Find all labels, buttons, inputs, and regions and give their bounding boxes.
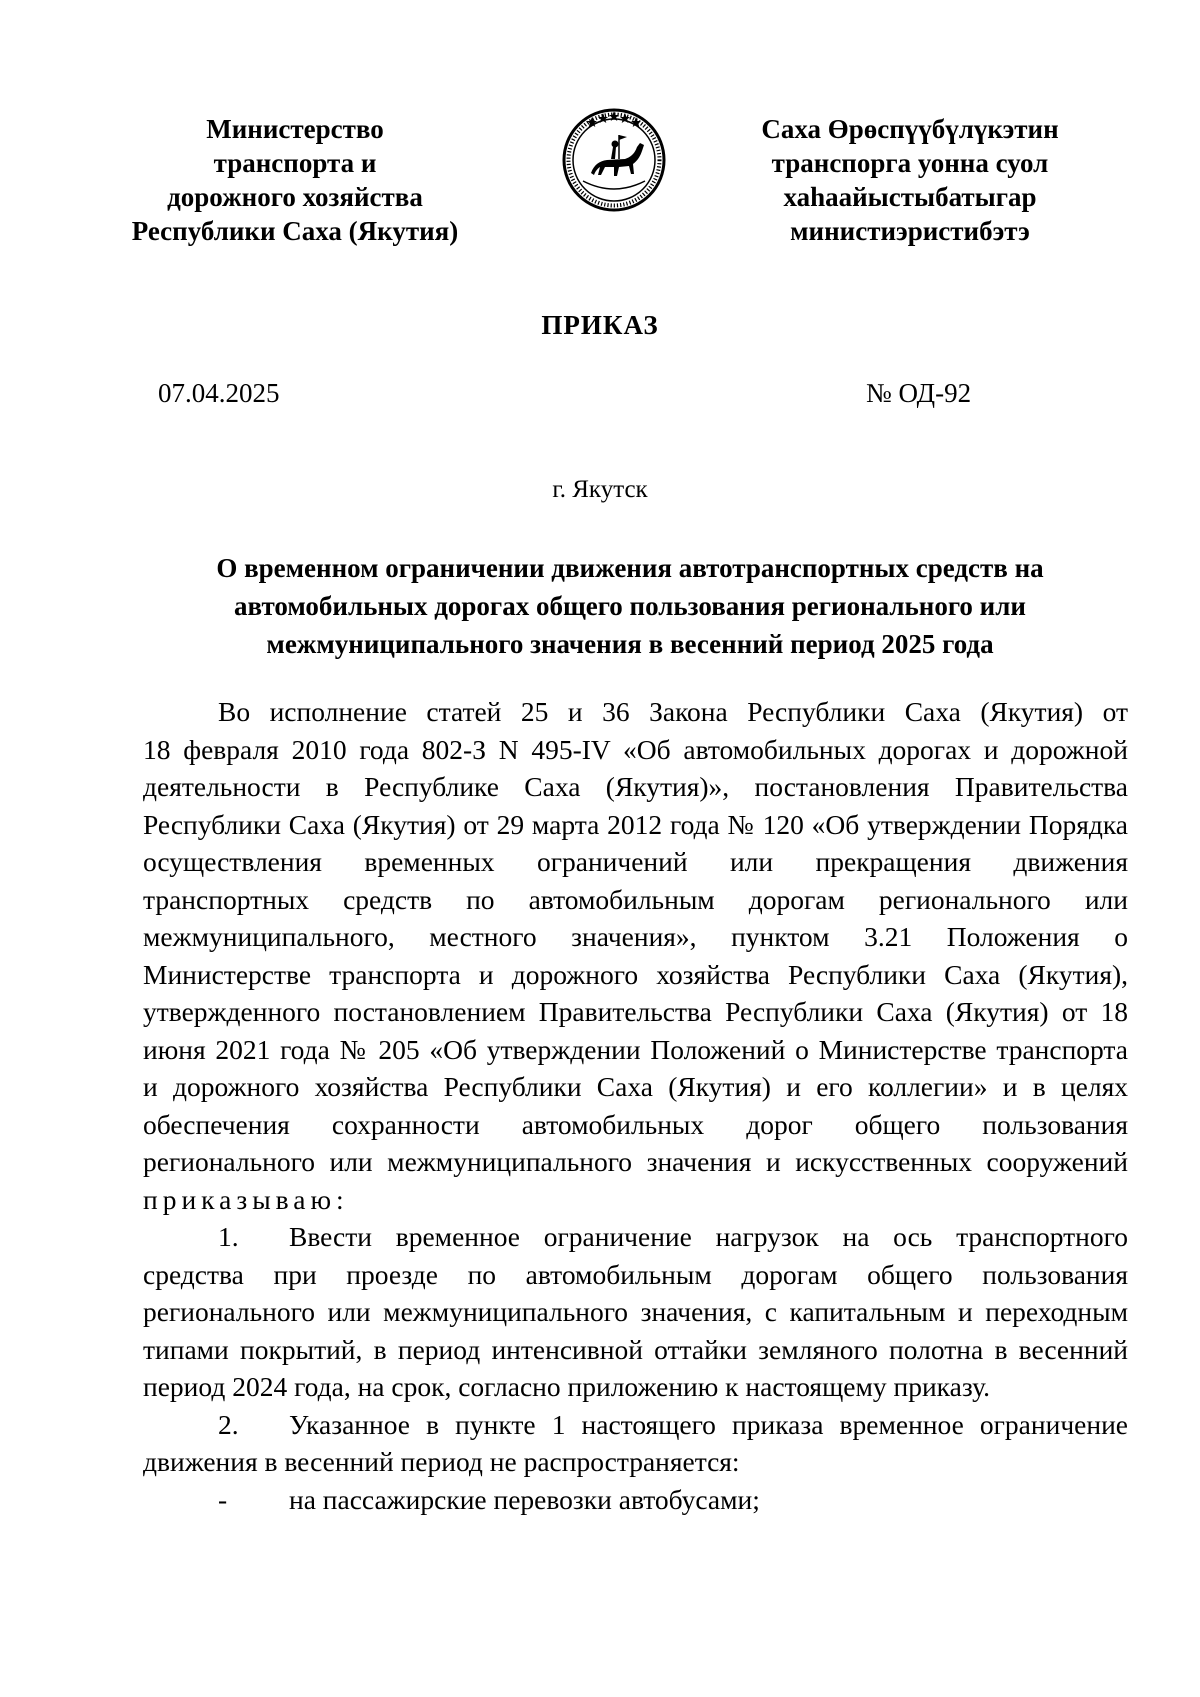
item-first-line: Ввести временное ограничение нагрузок на ось транспортного: [289, 1221, 1128, 1252]
body-line: деятельности в Республике Саха (Якутия)», постановления Правительства: [143, 771, 1128, 802]
document-number: № ОД-92: [866, 378, 972, 408]
coat-of-arms-icon: [561, 107, 667, 213]
dash-list-item: [143, 1481, 1128, 1519]
title-line: межмуниципального значения в весенний период 2025 года: [266, 629, 994, 659]
body-line: Министерстве транспорта и дорожного хозяйства Республики Саха (Якутия),: [143, 958, 1128, 990]
item-line: регионального или межмуниципального значения, с капитальным и переходным: [143, 1296, 1128, 1327]
title-line: О временном ограничении движения автотранспортных средств на: [216, 553, 1044, 583]
ministry-name-line: министиэристибэтэ: [790, 216, 1030, 246]
document-date: 07.04.2025: [158, 378, 280, 408]
body-line: регионального или межмуниципального значения и искусственных сооружений: [143, 1146, 1128, 1177]
body-line: Республики Саха (Якутия) от 29 марта 2012 года № 120 «Об утверждении Порядка: [143, 808, 1128, 840]
ministry-name-line: Саха Өрөспүүбүлүкэтин: [761, 114, 1059, 144]
dash-item-text: на пассажирские перевозки автобусами;: [289, 1483, 760, 1515]
decree-word: приказываю:: [143, 1183, 349, 1215]
dash-marker: -: [218, 1483, 228, 1515]
ministry-name-line: Республики Саха (Якутия): [131, 216, 459, 246]
ministry-name-line: дорожного хозяйства: [167, 182, 423, 212]
ministry-name-yakut: [730, 112, 1090, 248]
document-title: [140, 549, 1120, 663]
ministry-name-line: транспорта и: [213, 148, 377, 178]
ministry-name-line: транспорга уонна суол: [771, 148, 1049, 178]
body-line: 18 февраля 2010 года 802-З N 495-IV «Об автомобильных дорогах и дорожной: [143, 733, 1128, 765]
ministry-name-line: хаһаайыстыбатыгар: [783, 182, 1037, 212]
document-type: ПРИКАЗ: [541, 310, 659, 340]
item-number: 1.: [218, 1221, 239, 1252]
body-line: утвержденного постановлением Правительства Республики Саха (Якутия) от 18: [143, 996, 1128, 1027]
item-number: 2.: [218, 1408, 239, 1440]
body-line: транспортных средств по автомобильным дорогам регионального или: [143, 883, 1128, 915]
body-line: межмуниципального, местного значения», пунктом 3.21 Положения о: [143, 921, 1128, 952]
numbered-item: [143, 1406, 1128, 1444]
body-line: обеспечения сохранности автомобильных дорог общего пользования: [143, 1108, 1128, 1140]
body-line: Во исполнение статей 25 и 36 Закона Республики Саха (Якутия) от: [218, 696, 1128, 727]
item-line: типами покрытий, в период интенсивной оттайки земляного полотна в весенний: [143, 1333, 1128, 1365]
ministry-name-line: Министерство: [206, 114, 384, 144]
body-line: июня 2021 года № 205 «Об утверждении Положений о Министерстве транспорта: [143, 1033, 1128, 1065]
item-last-line: период 2024 года, на срок, согласно приложению к настоящему приказу.: [143, 1371, 990, 1402]
body-line: и дорожного хозяйства Республики Саха (Якутия) и его коллегии» и в целях: [143, 1071, 1128, 1102]
item-last-line: движения в весенний период не распространяется:: [143, 1446, 740, 1477]
document-body: [143, 693, 1128, 1518]
numbered-item: [143, 1218, 1128, 1256]
item-line: средства при проезде по автомобильным дорогам общего пользования: [143, 1258, 1128, 1290]
title-line: автомобильных дорогах общего пользования регионального или: [234, 591, 1026, 621]
item-first-line: Указанное в пункте 1 настоящего приказа временное ограничение: [289, 1408, 1128, 1440]
document-city: г. Якутск: [552, 476, 648, 503]
ministry-name-russian: [120, 112, 470, 248]
body-line: осуществления временных ограничений или прекращения движения: [143, 846, 1128, 877]
